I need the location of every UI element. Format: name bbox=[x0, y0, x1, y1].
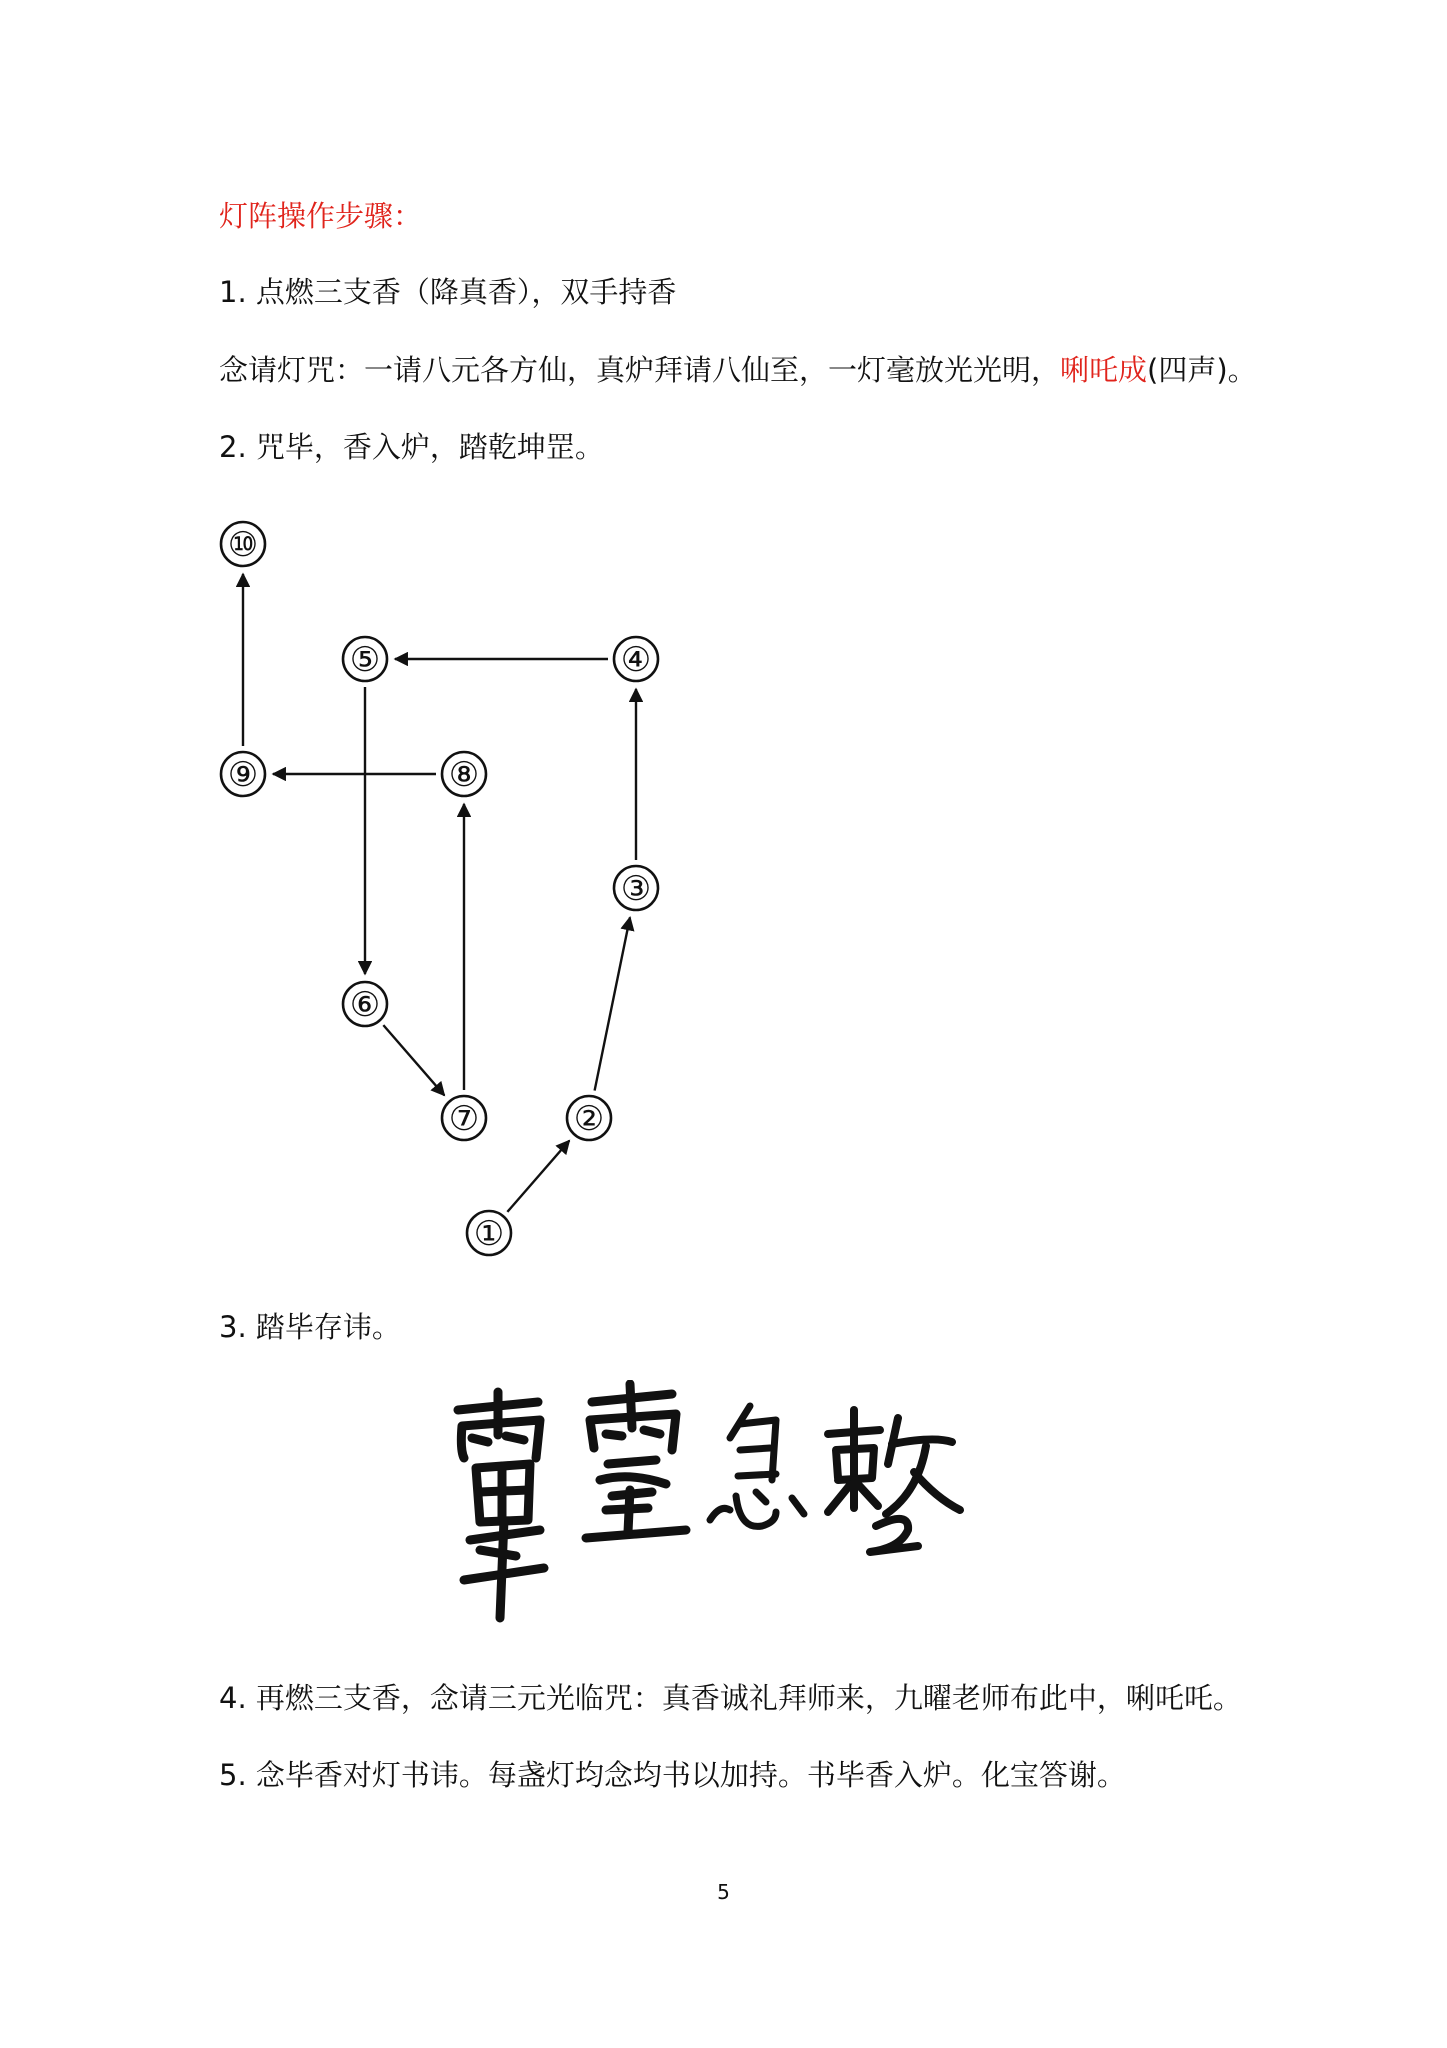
diagram-node-label: ⑧ bbox=[448, 755, 480, 795]
step-4: 4. 再燃三支香，念请三元光临咒：真香诚礼拜师来，九曜老师布此中，唎吒吒。 bbox=[219, 1681, 1242, 1715]
talisman-char-3 bbox=[710, 1406, 804, 1526]
diagram-node-9 bbox=[221, 752, 265, 796]
diagram-node-10 bbox=[221, 522, 265, 566]
step-1: 1. 点燃三支香（降真香），双手持香 bbox=[219, 275, 677, 309]
diagram-node-label: ① bbox=[473, 1214, 505, 1254]
diagram-node-8 bbox=[442, 752, 486, 796]
step-3: 3. 踏毕存讳。 bbox=[219, 1310, 401, 1344]
diagram-node-2 bbox=[567, 1096, 611, 1140]
diagram-node-4 bbox=[614, 637, 658, 681]
diagram-node-5 bbox=[343, 637, 387, 681]
heading: 灯阵操作步骤： bbox=[219, 199, 423, 233]
talisman-char-2 bbox=[586, 1384, 686, 1538]
diagram-node-label: ⑩ bbox=[227, 525, 259, 565]
talisman-char-4 bbox=[828, 1410, 960, 1552]
diagram-node-label: ⑦ bbox=[448, 1099, 480, 1139]
diagram-node-label: ⑥ bbox=[349, 985, 381, 1025]
diagram-node-label: ③ bbox=[620, 869, 652, 909]
diagram-arrow-2-to-3 bbox=[595, 917, 630, 1090]
diagram-arrow-6-to-7 bbox=[383, 1025, 444, 1095]
mantra-highlight: 唎吒成 bbox=[1060, 353, 1148, 387]
diagram-node-6 bbox=[343, 982, 387, 1026]
step-5: 5. 念毕香对灯书讳。每盏灯均念均书以加持。书毕香入炉。化宝答谢。 bbox=[219, 1758, 1126, 1792]
diagram-node-label: ⑨ bbox=[227, 755, 259, 795]
diagram-nodes bbox=[221, 522, 658, 1255]
talisman-char-1 bbox=[458, 1392, 544, 1618]
diagram-node-3 bbox=[614, 866, 658, 910]
diagram-arrow-1-to-2 bbox=[507, 1141, 569, 1212]
diagram-node-label: ⑤ bbox=[349, 640, 381, 680]
diagram-node-1 bbox=[467, 1211, 511, 1255]
mantra-prefix: 念请灯咒：一请八元各方仙，真炉拜请八仙至，一灯毫放光光明， bbox=[219, 353, 1061, 387]
page-number: 5 bbox=[717, 1880, 730, 1904]
diagram-node-label: ② bbox=[573, 1099, 605, 1139]
mantra-suffix: (四声)。 bbox=[1147, 353, 1257, 387]
step-2: 2. 咒毕，香入炉，踏乾坤罡。 bbox=[219, 430, 604, 464]
diagram-node-7 bbox=[442, 1096, 486, 1140]
diagram-node-label: ④ bbox=[620, 640, 652, 680]
talisman-script-image bbox=[440, 1380, 1020, 1640]
